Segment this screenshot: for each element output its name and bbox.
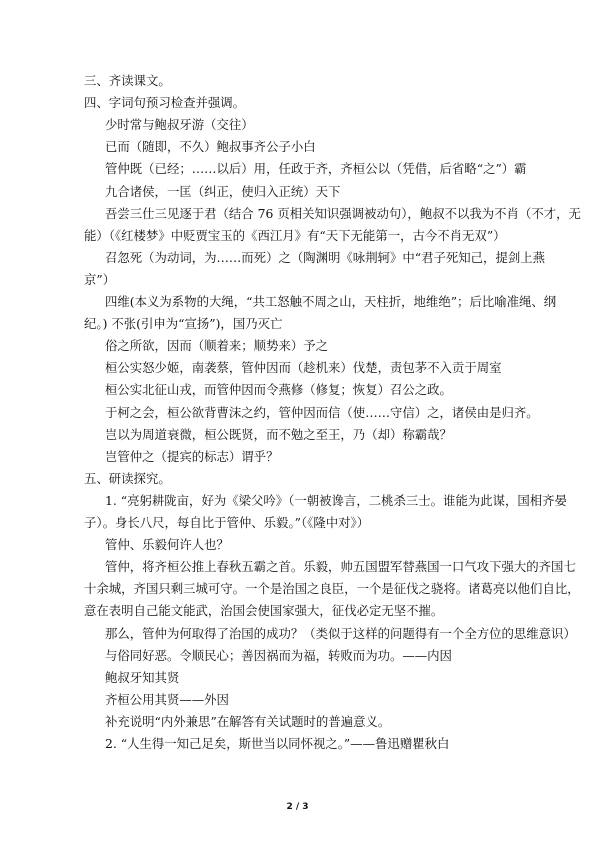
text-line: 管仲、乐毅何许人也？ (105, 537, 229, 553)
text-line: 补充说明“内外兼思”在解答有关试题时的普遍意义。 (105, 713, 391, 729)
text-line: 子）。身长八尺，每自比于管仲、乐毅。”（《隆中对》） (84, 515, 370, 530)
text-line: 三、齐读课文。 (84, 73, 171, 88)
text-line: 五、研读探究。 (84, 470, 171, 486)
text-line: 十余城，齐国只剩三城可守。一个是治国之良臣，一个是征伐之骁将。诸葛亮以他们自比， (84, 581, 580, 597)
text-line: 俗之所欲，因而（顺着来；顺势来）予之 (105, 338, 329, 354)
page-number: 2 / 3 (286, 802, 309, 812)
text-line: 那么，管仲为何取得了治国的成功？（类似于这样的问题得有一个全方位的思维意识） (105, 625, 576, 641)
text-line: 四、字词句预习检查并强调。 (84, 95, 246, 111)
text-line: 1. “亮躬耕陇亩，好为《梁父吟》（一朝被谗言，二桃杀三士。谁能为此谋，国相齐晏 (105, 492, 567, 508)
text-line: 少时常与鲍叔牙游（交往） (105, 117, 254, 133)
text-line: 纪。) 不张(引申为“宣扬”)，国乃灭亡 (84, 316, 283, 332)
text-line: 管仲既（已经；……以后）用，任政于齐，齐桓公以（凭借，后省略“之”）霸 (105, 161, 527, 177)
text-line: 2. “人生得一知己足矣，斯世当以同怀视之。”——鲁迅赠瞿秋白 (105, 736, 450, 751)
text-line: 九合诸侯，一匡（纠正，使归入正统）天下 (105, 183, 341, 199)
text-line: 已而（随即，不久）鲍叔事齐公子小白 (105, 139, 316, 155)
text-line: 岂管仲之（提宾的标志）谓乎？ (105, 448, 279, 464)
text-line: 吾尝三仕三见逐于君（结合 76 页相关知识强调被动句），鲍叔不以我为不肖（不才，无 (105, 205, 581, 221)
text-line: 意在表明自己能文能武，治国会使国家强大，征伐必定无坚不摧。 (84, 603, 444, 619)
text-line: 京”） (84, 271, 116, 287)
text-line: 鲍叔牙知其贤 (105, 669, 180, 685)
text-line: 召忽死（为动词，为……而死）之（陶渊明《咏荆轲》中“君子死知己，提剑上燕 (105, 249, 546, 265)
text-line: 桓公实北征山戎，而管仲因而令燕修（修复；恢复）召公之政。 (105, 382, 452, 398)
text-line: 四维(本义为系物的大绳，“共工怒触不周之山，天柱折，地维绝”；后比喻准绳、纲 (105, 294, 557, 309)
text-line: 岂以为周道衰微，桓公既贤，而不勉之至王，乃（却）称霸哉？ (105, 426, 452, 442)
text-line: 于柯之会，桓公欲背曹沫之约，管仲因而信（使……守信）之，诸侯由是归齐。 (105, 404, 539, 420)
text-line: 齐桓公用其贤——外因 (105, 691, 229, 707)
text-line: 管仲，将齐桓公推上春秋五霸之首。乐毅，帅五国盟军替燕国一口气攻下强大的齐国七 (105, 559, 576, 575)
text-line: 能）（《红楼梦》中贬贾宝玉的《西江月》有“天下无能第一，古今不肖无双”） (84, 227, 506, 243)
text-line: 桓公实怒少姬，南袭蔡，管仲因而（趁机来）伐楚，责包茅不入贡于周室 (105, 360, 502, 376)
text-line: 与俗同好恶。令顺民心；善因祸而为福，转败而为功。——内因 (105, 647, 452, 663)
